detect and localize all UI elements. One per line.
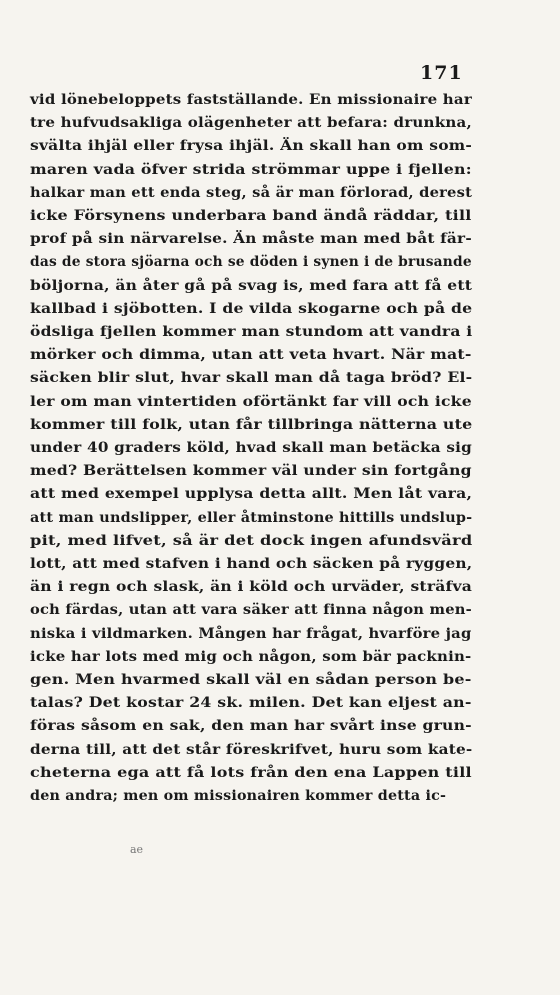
text-line: tre hufvudsakliga olägenheter att befara: drunkna, [30,115,472,132]
text-line: lott, att med stafven i hand och säcken på ryggen, [30,556,473,572]
text-line: mörker och dimma, utan att veta hvart. När mat- [30,347,472,364]
text-line: prof på sin närvarelse. Än måste man med båt fär- [30,231,472,248]
text-line: kommer till folk, utan får tillbringa nätterna ute [30,416,473,433]
text-line: cheterna ega att få lots från den ena Lappen till [30,764,472,781]
text-line: säcken blir slut, hvar skall man då taga bröd? El- [30,370,473,387]
footer-mark: ae [130,843,144,856]
text-line: kallbad i sjöbotten. I de vilda skogarne och på de [30,300,473,317]
text-line: das de stora sjöarna och se döden i synen i de brusande [30,254,472,271]
text-line: föras såsom en sak, den man har svårt inse grun- [30,718,472,735]
text-line: att med exempel upplysa detta allt. Men låt vara, [30,486,473,503]
text-line: pit, med lifvet, så är det dock ingen afundsvärd [30,532,473,549]
text-line: gen. Men hvarmed skall väl en sådan person be- [30,672,472,688]
text-line: halkar man ett enda steg, så är man förlorad, derest [30,184,473,201]
text-line: ler om man vintertiden oförtänkt far vill och icke [30,393,472,410]
text-line: icke har lots med mig och någon, som bär packnin- [30,648,472,665]
text-line: under 40 graders köld, hvad skall man betäcka sig [30,440,472,456]
text-line: än i regn och slask, än i köld och urväder, sträfva [30,579,472,596]
text-line: med? Berättelsen kommer väl under sin fortgång [30,463,472,480]
text-line: talas? Det kostar 24 sk. milen. Det kan eljest an- [30,695,472,712]
text-line: ödsliga fjellen kommer man stundom att vandra i [30,324,473,340]
page-number: 171 [420,62,463,84]
text-line: svälta ihjäl eller frysa ihjäl. Än skall han om som- [30,138,473,155]
text-line: den andra; men om missionairen kommer detta ic- [30,788,447,804]
text-line: icke Försynens underbara band ändå räddar, till [30,208,472,224]
text-line: att man undslipper, eller åtminstone hittills undslup- [30,509,473,526]
text-line: böljorna, än åter gå på svag is, med fara att få ett [30,277,473,294]
text-line: vid lönebeloppets fastställande. En missionaire har [30,92,472,108]
text-line: och färdas, utan att vara säker att finna någon men- [30,602,472,619]
text-line: niska i vildmarken. Mången har frågat, hvarföre jag [30,625,472,642]
text-line: derna till, att det står föreskrifvet, huru som kate- [30,741,473,758]
text-line: maren vada öfver strida strömmar uppe i fjellen: [30,161,472,178]
